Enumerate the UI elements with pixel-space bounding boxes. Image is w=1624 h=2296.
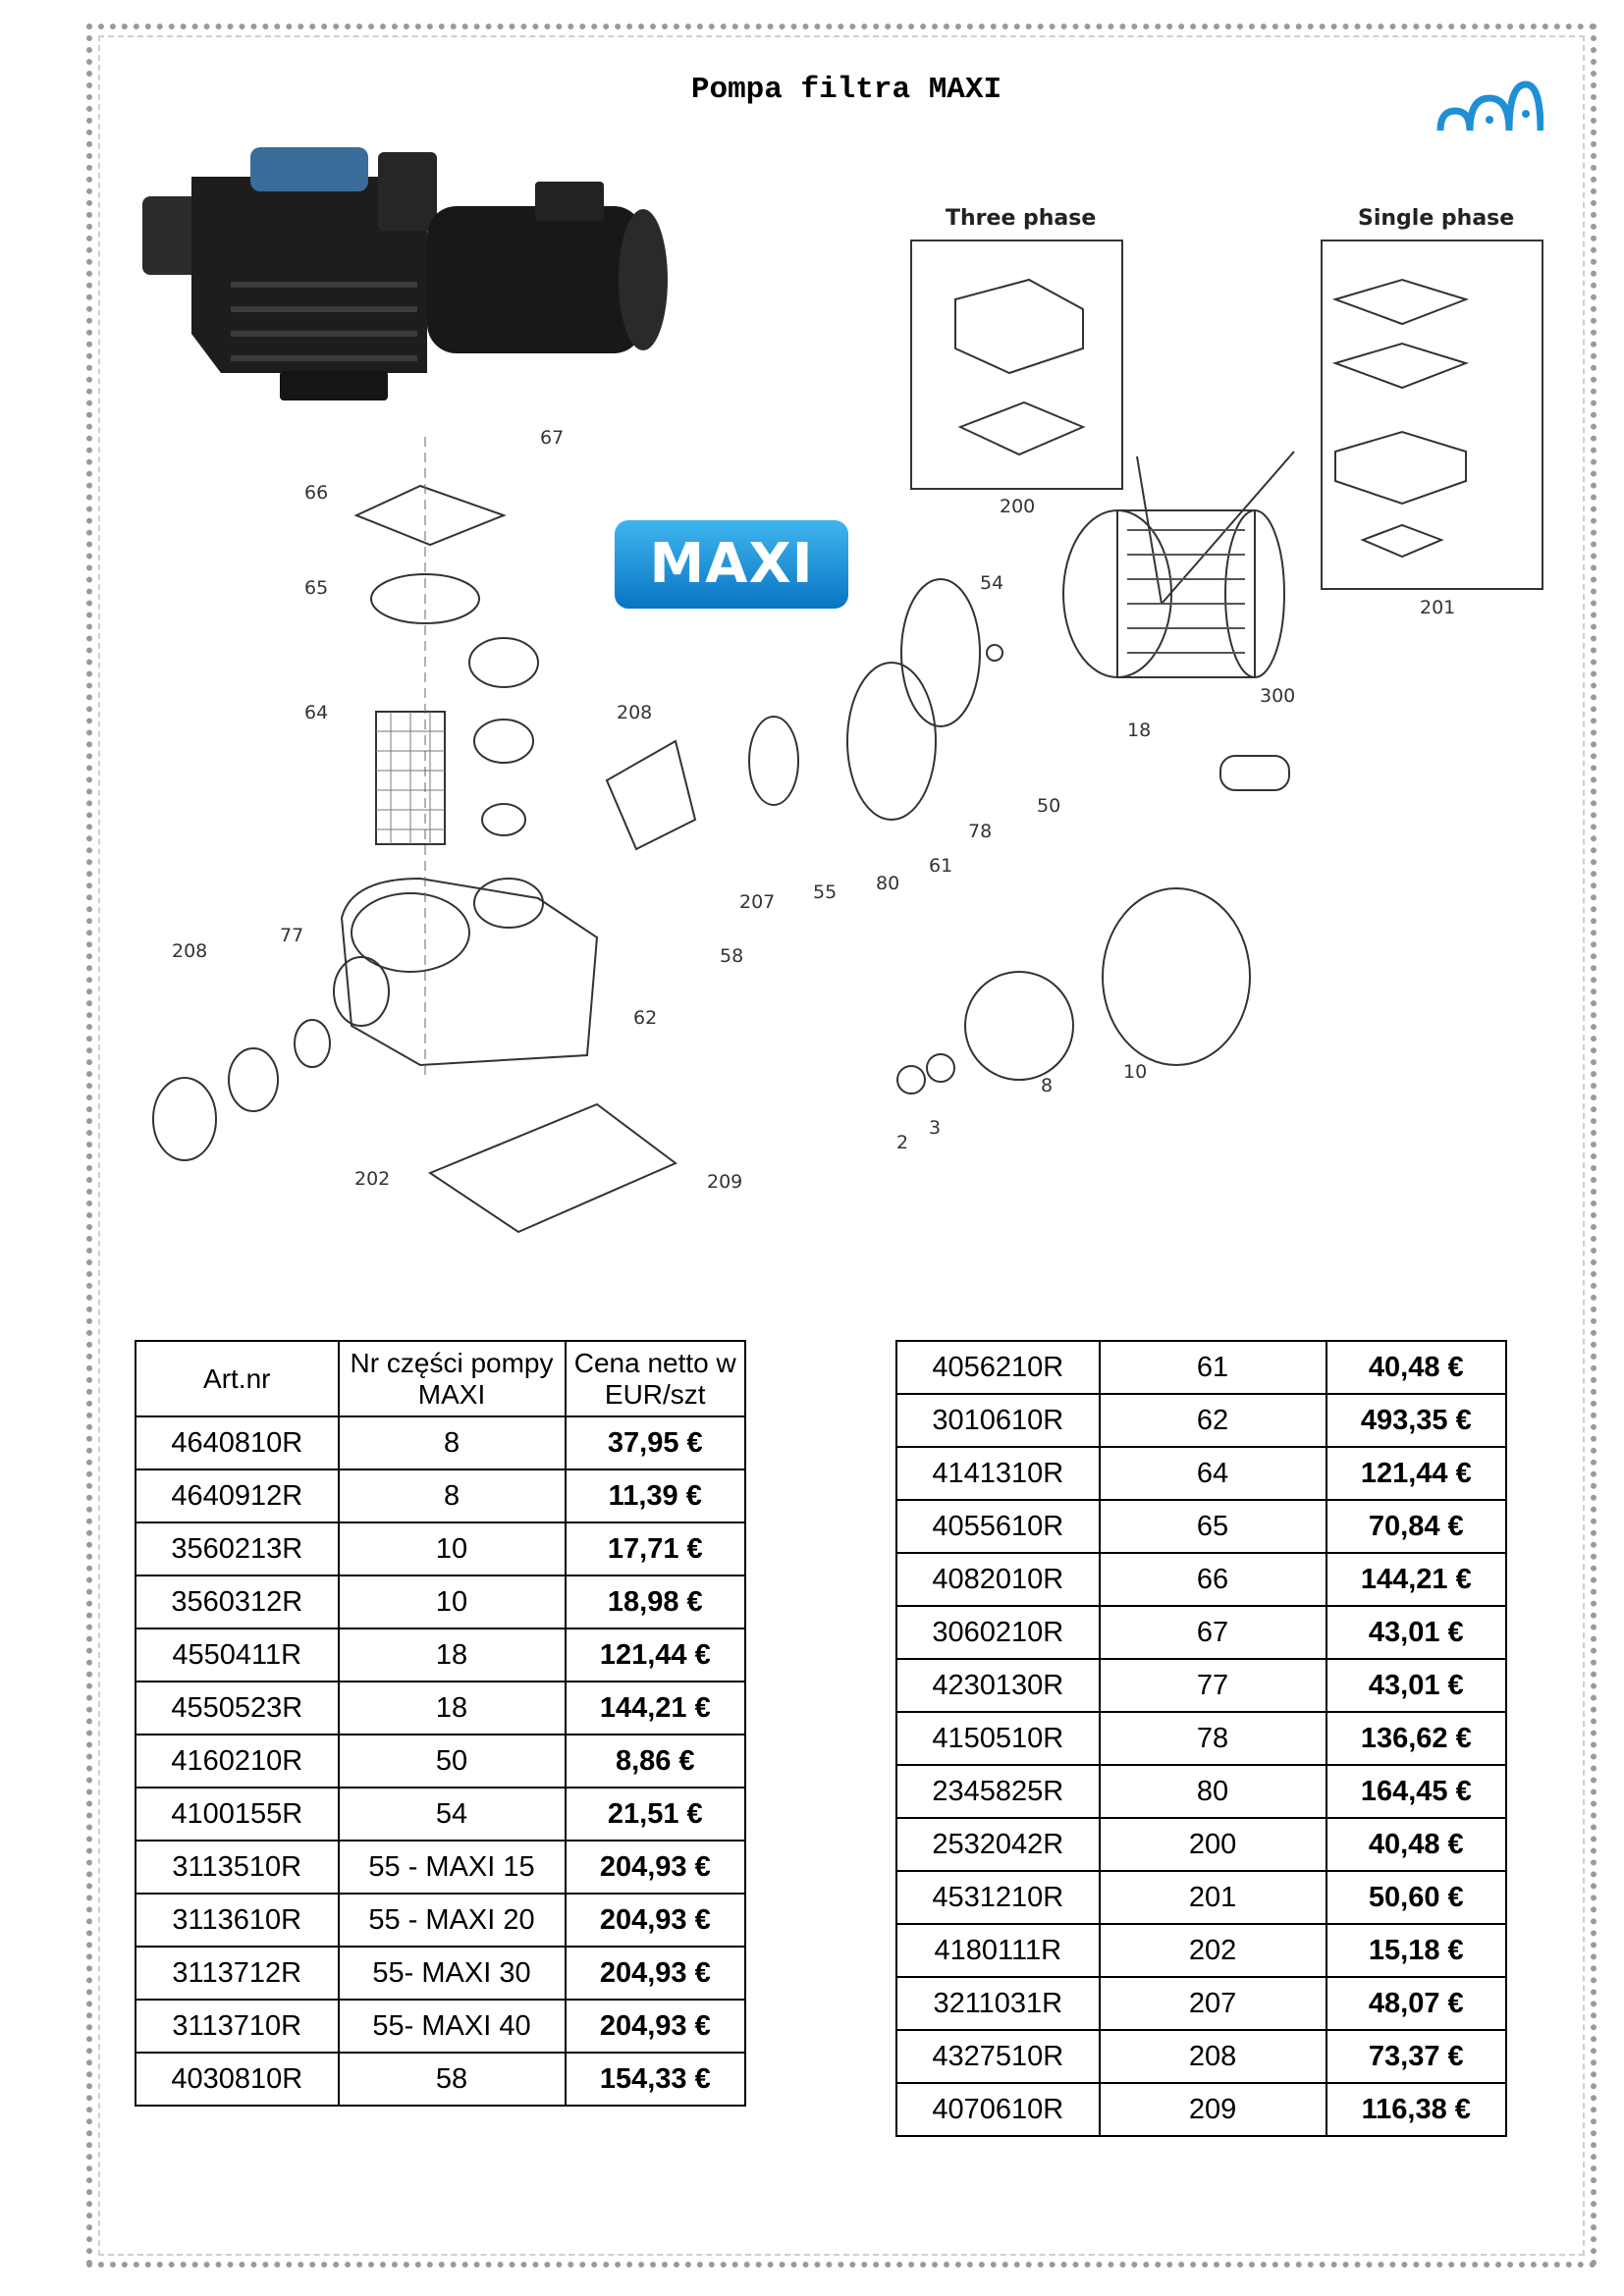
svg-text:64: 64 <box>304 702 329 723</box>
art-nr-cell: 3211031R <box>896 1977 1100 2030</box>
part-number-cell: 209 <box>1100 2083 1326 2136</box>
price-cell: 43,01 € <box>1326 1606 1506 1659</box>
svg-text:3: 3 <box>929 1117 942 1139</box>
price-cell: 121,44 € <box>566 1629 745 1682</box>
art-nr-cell: 4640810R <box>135 1416 339 1469</box>
part-number-cell: 62 <box>1100 1394 1326 1447</box>
price-cell: 48,07 € <box>1326 1977 1506 2030</box>
part-number-cell: 8 <box>339 1416 566 1469</box>
part-number-cell: 207 <box>1100 1977 1326 2030</box>
art-nr-cell: 3560213R <box>135 1522 339 1575</box>
table-row <box>896 1447 1506 1500</box>
table-row <box>896 1659 1506 1712</box>
table-row <box>896 2083 1506 2136</box>
three-phase-label: Three phase <box>946 206 1097 231</box>
svg-text:202: 202 <box>354 1168 391 1190</box>
price-cell: 21,51 € <box>566 1788 745 1841</box>
svg-text:208: 208 <box>617 702 653 723</box>
art-nr-cell: 3560312R <box>135 1575 339 1629</box>
part-number-cell: 201 <box>1100 1871 1326 1924</box>
art-nr-cell: 4030810R <box>135 2053 339 2106</box>
table-row <box>896 1712 1506 1765</box>
price-cell: 144,21 € <box>1326 1553 1506 1606</box>
svg-text:300: 300 <box>1260 685 1296 707</box>
part-number-cell: 55- MAXI 30 <box>339 1947 566 2000</box>
part-number-cell: 55- MAXI 40 <box>339 2000 566 2053</box>
art-nr-cell: 4531210R <box>896 1871 1100 1924</box>
three-phase-box <box>911 240 1122 489</box>
part-number-cell: 200 <box>1100 1818 1326 1871</box>
art-nr-cell: 2532042R <box>896 1818 1100 1871</box>
part-number-cell: 18 <box>339 1629 566 1682</box>
part-number-cell: 78 <box>1100 1712 1326 1765</box>
table-row <box>896 1500 1506 1553</box>
header-net-price: Cena netto w EUR/szt <box>566 1341 745 1416</box>
price-cell: 40,48 € <box>1326 1341 1506 1394</box>
part-number-cell: 8 <box>339 1469 566 1522</box>
part-number-cell: 66 <box>1100 1553 1326 1606</box>
svg-text:2: 2 <box>896 1132 909 1153</box>
table-row <box>135 1788 745 1841</box>
part-number-cell: 202 <box>1100 1924 1326 1977</box>
price-cell: 18,98 € <box>566 1575 745 1629</box>
svg-text:10: 10 <box>1123 1061 1148 1083</box>
single-phase-label: Single phase <box>1358 206 1515 231</box>
part-number-cell: 18 <box>339 1682 566 1735</box>
part-number-cell: 58 <box>339 2053 566 2106</box>
part-number-cell: 55 - MAXI 15 <box>339 1841 566 1894</box>
part-number-cell: 208 <box>1100 2030 1326 2083</box>
svg-text:67: 67 <box>540 427 565 449</box>
art-nr-cell: 4070610R <box>896 2083 1100 2136</box>
table-row <box>135 1735 745 1788</box>
art-nr-cell: 4141310R <box>896 1447 1100 1500</box>
svg-text:208: 208 <box>172 940 208 962</box>
price-cell: 204,93 € <box>566 2000 745 2053</box>
table-row <box>135 1947 745 2000</box>
svg-text:61: 61 <box>929 855 953 877</box>
svg-text:18: 18 <box>1127 720 1152 741</box>
art-nr-cell: 4640912R <box>135 1469 339 1522</box>
art-nr-cell: 4082010R <box>896 1553 1100 1606</box>
part-number-cell: 77 <box>1100 1659 1326 1712</box>
price-cell: 70,84 € <box>1326 1500 1506 1553</box>
price-cell: 493,35 € <box>1326 1394 1506 1447</box>
table-row <box>135 1575 745 1629</box>
price-cell: 136,62 € <box>1326 1712 1506 1765</box>
price-cell: 37,95 € <box>566 1416 745 1469</box>
art-nr-cell: 4230130R <box>896 1659 1100 1712</box>
maxi-badge: MAXI <box>615 520 848 609</box>
art-nr-cell: 4150510R <box>896 1712 1100 1765</box>
art-nr-cell: 3113510R <box>135 1841 339 1894</box>
svg-text:58: 58 <box>720 945 744 967</box>
table-row <box>896 1341 1506 1394</box>
table-row <box>896 1553 1506 1606</box>
art-nr-cell: 3113710R <box>135 2000 339 2053</box>
part-number-cell: 10 <box>339 1522 566 1575</box>
art-nr-cell: 4055610R <box>896 1500 1100 1553</box>
price-cell: 11,39 € <box>566 1469 745 1522</box>
part-number-cell: 50 <box>339 1735 566 1788</box>
table-row <box>896 1606 1506 1659</box>
art-nr-cell: 4550523R <box>135 1682 339 1735</box>
svg-text:207: 207 <box>739 891 776 913</box>
header-art-nr: Art.nr <box>135 1341 339 1416</box>
art-nr-cell: 4160210R <box>135 1735 339 1788</box>
art-nr-cell: 3060210R <box>896 1606 1100 1659</box>
art-nr-cell: 4180111R <box>896 1924 1100 1977</box>
svg-text:62: 62 <box>633 1007 658 1029</box>
art-nr-cell: 4056210R <box>896 1341 1100 1394</box>
price-cell: 40,48 € <box>1326 1818 1506 1871</box>
parts-price-table-right <box>895 1340 1507 2137</box>
company-logo <box>1435 77 1543 135</box>
art-nr-cell: 2345825R <box>896 1765 1100 1818</box>
price-cell: 43,01 € <box>1326 1659 1506 1712</box>
part-number-cell: 67 <box>1100 1606 1326 1659</box>
svg-text:80: 80 <box>876 873 900 894</box>
exploded-parts-diagram <box>126 191 1549 1237</box>
table-header-row <box>135 1341 745 1416</box>
art-nr-cell: 3010610R <box>896 1394 1100 1447</box>
svg-text:65: 65 <box>304 577 329 599</box>
svg-text:54: 54 <box>980 572 1004 594</box>
price-cell: 116,38 € <box>1326 2083 1506 2136</box>
page-title: Pompa filtra MAXI <box>690 73 1002 107</box>
svg-text:200: 200 <box>1000 496 1036 517</box>
svg-text:209: 209 <box>707 1171 743 1193</box>
table-row <box>135 1522 745 1575</box>
table-row <box>135 1894 745 1947</box>
price-cell: 144,21 € <box>566 1682 745 1735</box>
price-cell: 204,93 € <box>566 1841 745 1894</box>
table-row <box>135 1469 745 1522</box>
svg-text:66: 66 <box>304 482 329 504</box>
svg-text:8: 8 <box>1041 1075 1054 1096</box>
table-row <box>135 1416 745 1469</box>
art-nr-cell: 4100155R <box>135 1788 339 1841</box>
art-nr-cell: 4550411R <box>135 1629 339 1682</box>
price-cell: 73,37 € <box>1326 2030 1506 2083</box>
price-cell: 204,93 € <box>566 1947 745 2000</box>
svg-text:50: 50 <box>1037 795 1061 817</box>
table-row <box>135 2053 745 2106</box>
svg-text:201: 201 <box>1420 597 1456 618</box>
table-row <box>896 1394 1506 1447</box>
art-nr-cell: 3113610R <box>135 1894 339 1947</box>
svg-text:78: 78 <box>968 821 993 842</box>
parts-price-table-left <box>135 1340 746 2107</box>
price-cell: 154,33 € <box>566 2053 745 2106</box>
part-number-cell: 54 <box>339 1788 566 1841</box>
table-row <box>135 1629 745 1682</box>
header-part-number: Nr części pompy MAXI <box>339 1341 566 1416</box>
art-nr-cell: 3113712R <box>135 1947 339 2000</box>
table-row <box>135 2000 745 2053</box>
table-row <box>896 1818 1506 1871</box>
price-cell: 204,93 € <box>566 1894 745 1947</box>
part-number-cell: 65 <box>1100 1500 1326 1553</box>
price-cell: 121,44 € <box>1326 1447 1506 1500</box>
table-row <box>896 1924 1506 1977</box>
price-cell: 8,86 € <box>566 1735 745 1788</box>
table-row <box>896 1977 1506 2030</box>
art-nr-cell: 4327510R <box>896 2030 1100 2083</box>
svg-text:55: 55 <box>813 881 838 903</box>
price-cell: 15,18 € <box>1326 1924 1506 1977</box>
table-row <box>896 1871 1506 1924</box>
table-row <box>896 2030 1506 2083</box>
table-row <box>135 1682 745 1735</box>
table-row <box>135 1841 745 1894</box>
price-cell: 50,60 € <box>1326 1871 1506 1924</box>
part-number-cell: 55 - MAXI 20 <box>339 1894 566 1947</box>
part-number-cell: 61 <box>1100 1341 1326 1394</box>
price-cell: 164,45 € <box>1326 1765 1506 1818</box>
part-number-cell: 80 <box>1100 1765 1326 1818</box>
price-cell: 17,71 € <box>566 1522 745 1575</box>
part-number-cell: 10 <box>339 1575 566 1629</box>
part-number-cell: 64 <box>1100 1447 1326 1500</box>
svg-text:77: 77 <box>280 925 304 946</box>
table-row <box>896 1765 1506 1818</box>
